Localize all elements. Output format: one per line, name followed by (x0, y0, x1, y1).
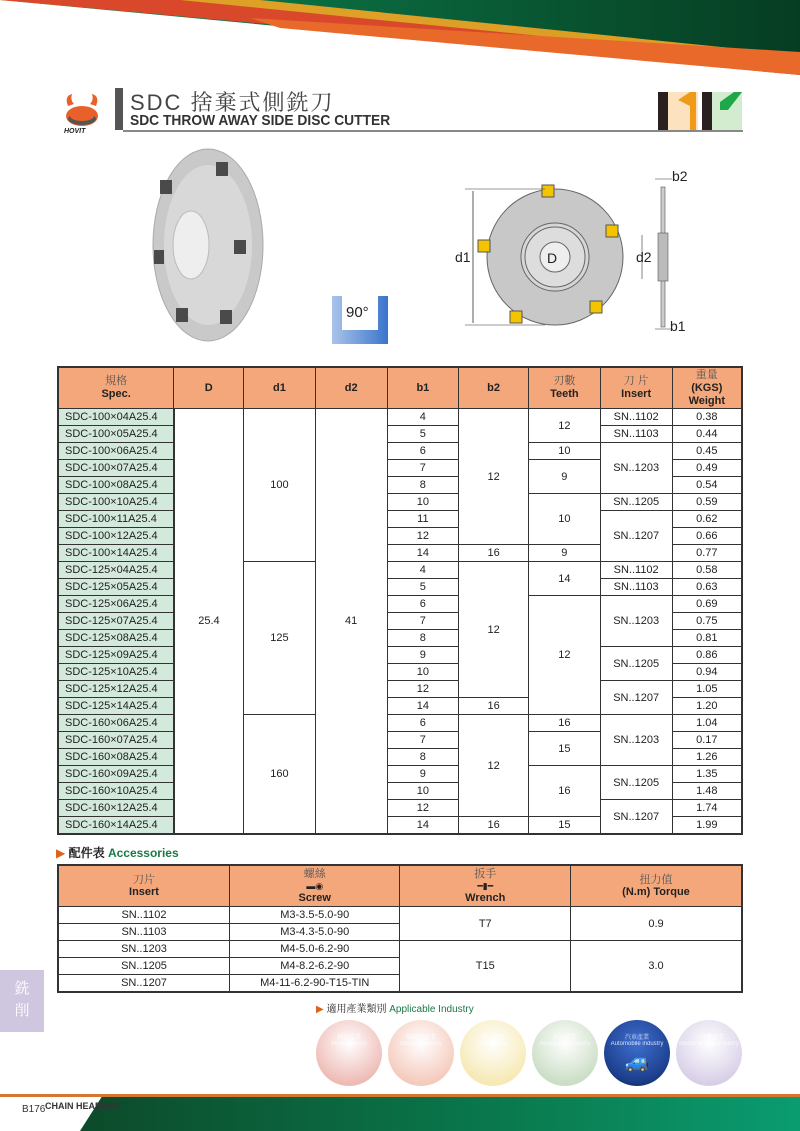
table-row (58, 494, 742, 511)
industry-aerospace: 航太產業 Aerospace industry (532, 1020, 598, 1086)
teeth-cell: 16 (528, 766, 600, 817)
title-underline (123, 130, 743, 132)
weight-cell: 0.86 (672, 647, 742, 664)
b1-cell: 14 (387, 817, 459, 835)
header-b2: b2 (459, 367, 529, 409)
D-cell: 25.4 (174, 409, 244, 835)
spec-header-row (58, 367, 742, 409)
teeth-cell: 15 (528, 817, 600, 835)
weight-cell: 0.62 (672, 511, 742, 528)
industry-list (316, 1020, 746, 1090)
teeth-cell: 9 (528, 545, 600, 562)
header-b1: b1 (387, 367, 459, 409)
acc-insert-cell: SN..1207 (58, 975, 230, 993)
spec-cell: SDC-125×05A25.4 (58, 579, 174, 596)
weight-cell: 0.49 (672, 460, 742, 477)
dim-d2: d2 (636, 249, 652, 265)
spec-cell: SDC-100×04A25.4 (58, 409, 174, 426)
weight-cell: 1.74 (672, 800, 742, 817)
side-tab-milling[interactable]: 銑 削 (0, 970, 44, 1032)
b1-cell: 12 (387, 800, 459, 817)
b1-cell: 6 (387, 596, 459, 613)
weight-cell: 0.63 (672, 579, 742, 596)
b1-cell: 6 (387, 715, 459, 732)
acc-insert-cell: SN..1103 (58, 924, 230, 941)
table-row (58, 426, 742, 443)
weight-cell: 0.94 (672, 664, 742, 681)
accessories-title: ▶ 配件表 Accessories (56, 846, 179, 860)
teeth-cell: 10 (528, 443, 600, 460)
header-spec: 規格 Spec. (58, 367, 174, 409)
header-insert: 刀 片 Insert (600, 367, 672, 409)
b1-cell: 7 (387, 460, 459, 477)
acc-header-insert: 刀片 Insert (58, 865, 230, 907)
spec-cell: SDC-100×12A25.4 (58, 528, 174, 545)
acc-wrench-cell: T7 (400, 907, 571, 941)
insert-cell: SN..1102 (600, 562, 672, 579)
acc-header-screw: 螺絲 ▬◉ Screw (230, 865, 400, 907)
spec-cell: SDC-160×10A25.4 (58, 783, 174, 800)
weight-cell: 1.35 (672, 766, 742, 783)
angle-label: 90° (346, 304, 369, 321)
b1-cell: 7 (387, 732, 459, 749)
table-row (58, 941, 742, 958)
category-icons (656, 90, 746, 130)
b2-cell: 16 (459, 698, 529, 715)
wrench-icon: ━▮━ (477, 881, 494, 891)
table-row (58, 409, 742, 426)
insert-cell: SN..1207 (600, 800, 672, 835)
title-accent-bar (115, 88, 123, 130)
dim-D: D (547, 250, 558, 266)
spec-cell: SDC-160×06A25.4 (58, 715, 174, 732)
screw-icon: ▬◉ (306, 881, 324, 891)
teeth-cell: 12 (528, 596, 600, 715)
spec-cell: SDC-100×06A25.4 (58, 443, 174, 460)
arrow-icon: ▶ (316, 1004, 324, 1015)
b2-cell: 16 (459, 817, 529, 835)
spec-cell: SDC-125×09A25.4 (58, 647, 174, 664)
table-row (58, 511, 742, 528)
b1-cell: 5 (387, 579, 459, 596)
table-row (58, 443, 742, 460)
insert-cell: SN..1207 (600, 681, 672, 715)
b2-cell: 16 (459, 545, 529, 562)
b1-cell: 11 (387, 511, 459, 528)
insert-cell: SN..1207 (600, 511, 672, 562)
header-d2: d2 (315, 367, 387, 409)
acc-screw-cell: M3-3.5-5.0-90 (230, 907, 400, 924)
spec-cell: SDC-100×07A25.4 (58, 460, 174, 477)
weight-cell: 0.77 (672, 545, 742, 562)
b1-cell: 10 (387, 494, 459, 511)
weight-cell: 0.75 (672, 613, 742, 630)
dim-d1: d1 (455, 249, 471, 265)
b2-cell: 12 (459, 562, 529, 698)
b1-cell: 7 (387, 613, 459, 630)
insert-cell: SN..1205 (600, 494, 672, 511)
spec-cell: SDC-125×07A25.4 (58, 613, 174, 630)
footer-band (80, 1097, 800, 1131)
table-row (58, 681, 742, 698)
acc-header-wrench: 扳手 ━▮━ Wrench (400, 865, 571, 907)
d1-cell: 160 (244, 715, 316, 835)
spec-cell: SDC-100×05A25.4 (58, 426, 174, 443)
spec-cell: SDC-160×14A25.4 (58, 817, 174, 835)
teeth-cell: 15 (528, 732, 600, 766)
spec-cell: SDC-100×14A25.4 (58, 545, 174, 562)
table-row (58, 647, 742, 664)
acc-screw-cell: M4-11-6.2-90-T15-TIN (230, 975, 400, 993)
table-row (58, 562, 742, 579)
page-title-en: SDC THROW AWAY SIDE DISC CUTTER (130, 112, 391, 129)
teeth-cell: 10 (528, 494, 600, 545)
b1-cell: 6 (387, 443, 459, 460)
weight-cell: 1.05 (672, 681, 742, 698)
insert-cell: SN..1205 (600, 766, 672, 800)
header-weight: 重量 (KGS) Weight (672, 367, 742, 409)
b1-cell: 9 (387, 647, 459, 664)
acc-insert-cell: SN..1205 (58, 958, 230, 975)
d1-cell: 125 (244, 562, 316, 715)
insert-cell: SN..1203 (600, 443, 672, 494)
accessories-header-row (58, 865, 742, 907)
insert-cell: SN..1102 (600, 409, 672, 426)
spec-cell: SDC-125×08A25.4 (58, 630, 174, 647)
spec-cell: SDC-160×12A25.4 (58, 800, 174, 817)
b1-cell: 12 (387, 681, 459, 698)
acc-insert-cell: SN..1203 (58, 941, 230, 958)
teeth-cell: 16 (528, 715, 600, 732)
industry-it: 電子產業 IT industry (460, 1020, 526, 1086)
spec-cell: SDC-100×10A25.4 (58, 494, 174, 511)
table-row (58, 907, 742, 924)
header-teeth: 刃數 Teeth (528, 367, 600, 409)
b1-cell: 8 (387, 749, 459, 766)
insert-cell: SN..1205 (600, 647, 672, 681)
page-number: B176 (22, 1104, 46, 1115)
acc-torque-cell: 0.9 (570, 907, 742, 941)
d2-cell: 41 (315, 409, 387, 835)
b2-cell: 12 (459, 409, 529, 545)
acc-screw-cell: M3-4.3-5.0-90 (230, 924, 400, 941)
acc-header-torque: 扭力值 (N.m) Torque (570, 865, 742, 907)
spec-cell: SDC-100×11A25.4 (58, 511, 174, 528)
weight-cell: 1.99 (672, 817, 742, 835)
b1-cell: 4 (387, 562, 459, 579)
spec-cell: SDC-160×08A25.4 (58, 749, 174, 766)
weight-cell: 0.66 (672, 528, 742, 545)
side-milling-icon-green (702, 92, 742, 130)
header-D: D (174, 367, 244, 409)
page-title-zh: SDC 捨棄式側銑刀 (130, 90, 335, 115)
footer-line (0, 1094, 800, 1097)
teeth-cell: 9 (528, 460, 600, 494)
arrow-icon: ▶ (56, 846, 66, 860)
insert-cell: SN..1103 (600, 579, 672, 596)
weight-cell: 0.38 (672, 409, 742, 426)
industry-mold: 模具產業 Mold industry (316, 1020, 382, 1086)
spec-cell: SDC-160×09A25.4 (58, 766, 174, 783)
table-row (58, 800, 742, 817)
teeth-cell: 14 (528, 562, 600, 596)
spec-cell: SDC-125×10A25.4 (58, 664, 174, 681)
industry-machine-tools: 工具機產業 Machine tools industry (676, 1020, 742, 1086)
insert-cell: SN..1203 (600, 715, 672, 766)
b1-cell: 5 (387, 426, 459, 443)
weight-cell: 0.54 (672, 477, 742, 494)
b1-cell: 8 (387, 630, 459, 647)
b1-cell: 10 (387, 783, 459, 800)
spec-table (57, 366, 743, 835)
industry-bicycle: 腳踏車產業 Bicycle industry (388, 1020, 454, 1086)
header-banner (0, 0, 800, 80)
spec-cell: SDC-125×04A25.4 (58, 562, 174, 579)
table-row (58, 596, 742, 613)
b2-cell: 12 (459, 715, 529, 817)
weight-cell: 0.44 (672, 426, 742, 443)
weight-cell: 1.04 (672, 715, 742, 732)
teeth-cell: 12 (528, 409, 600, 443)
acc-wrench-cell: T15 (400, 941, 571, 993)
spec-cell: SDC-125×06A25.4 (58, 596, 174, 613)
b1-cell: 8 (387, 477, 459, 494)
table-row (58, 579, 742, 596)
acc-insert-cell: SN..1102 (58, 907, 230, 924)
weight-cell: 1.48 (672, 783, 742, 800)
acc-screw-cell: M4-5.0-6.2-90 (230, 941, 400, 958)
b1-cell: 10 (387, 664, 459, 681)
chain-headway-logo: CHAIN HEADWAY (45, 1101, 122, 1111)
weight-cell: 1.20 (672, 698, 742, 715)
b1-cell: 14 (387, 545, 459, 562)
spec-cell: SDC-100×08A25.4 (58, 477, 174, 494)
weight-cell: 0.17 (672, 732, 742, 749)
b1-cell: 9 (387, 766, 459, 783)
disc-front-view (465, 185, 623, 325)
side-milling-icon-orange (658, 92, 698, 130)
spec-cell: SDC-125×14A25.4 (58, 698, 174, 715)
weight-cell: 0.58 (672, 562, 742, 579)
table-row (58, 766, 742, 783)
spec-cell: SDC-125×12A25.4 (58, 681, 174, 698)
weight-cell: 0.45 (672, 443, 742, 460)
technical-drawing (450, 165, 700, 340)
insert-cell: SN..1203 (600, 596, 672, 647)
product-photo-disc-cutter (146, 140, 276, 345)
table-row (58, 715, 742, 732)
weight-cell: 0.59 (672, 494, 742, 511)
dim-b1: b1 (670, 318, 686, 334)
industry-title: ▶ 適用產業類別 Applicable Industry (316, 1004, 474, 1015)
d1-cell: 100 (244, 409, 316, 562)
weight-cell: 1.26 (672, 749, 742, 766)
brand-logo-text: HOVIT (64, 128, 86, 135)
acc-torque-cell: 3.0 (570, 941, 742, 993)
b1-cell: 12 (387, 528, 459, 545)
accessories-table (57, 864, 743, 993)
weight-cell: 0.69 (672, 596, 742, 613)
b1-cell: 14 (387, 698, 459, 715)
header-d1: d1 (244, 367, 316, 409)
acc-screw-cell: M4-8.2-6.2-90 (230, 958, 400, 975)
dim-b2: b2 (672, 168, 688, 184)
insert-cell: SN..1103 (600, 426, 672, 443)
b1-cell: 4 (387, 409, 459, 426)
spec-cell: SDC-160×07A25.4 (58, 732, 174, 749)
weight-cell: 0.81 (672, 630, 742, 647)
industry-automobile: 汽車產業 Automobile industry 🚙 (604, 1020, 670, 1086)
car-icon: 🚙 (624, 1051, 650, 1073)
